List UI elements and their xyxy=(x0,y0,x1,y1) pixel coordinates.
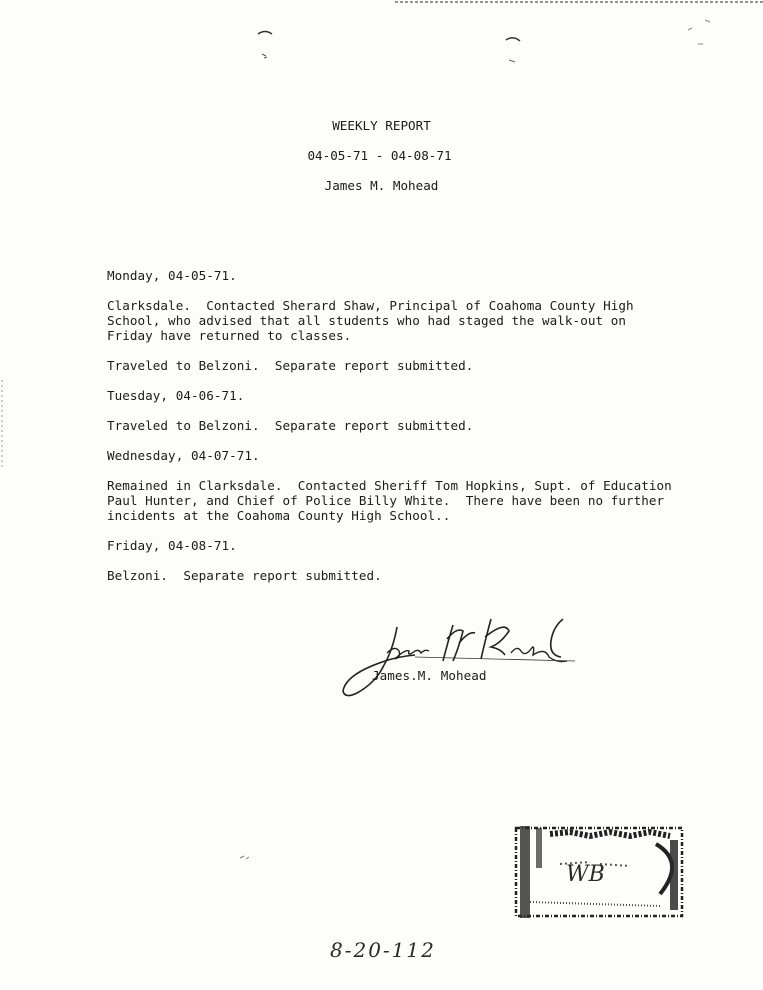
entry-wednesday-date: Wednesday, 04-07-71. xyxy=(107,448,260,463)
entry-monday-line-1: Clarksdale. Contacted Sherard Shaw, Principal of Coahoma County High xyxy=(107,298,634,313)
punch-mark-right xyxy=(506,38,520,41)
entry-monday-date: Monday, 04-05-71. xyxy=(107,268,237,283)
entry-friday-date: Friday, 04-08-71. xyxy=(107,538,237,553)
entry-monday-line-3: Friday have returned to classes. xyxy=(107,328,352,343)
punch-mark-left xyxy=(258,32,272,35)
report-author: James M. Mohead xyxy=(324,178,439,193)
typed-signature-name: James.M. Mohead xyxy=(372,668,487,683)
entry-monday-travel: Traveled to Belzoni. Separate report submitted. xyxy=(107,358,474,373)
entry-wednesday-line-2: Paul Hunter, and Chief of Police Billy White. There have been no further xyxy=(107,493,665,508)
stamp-initials: WB xyxy=(566,862,605,887)
entry-tuesday-travel: Traveled to Belzoni. Separate report submitted. xyxy=(107,418,474,433)
handwritten-file-number: 8-20-112 xyxy=(330,938,436,962)
report-date-range: 04-05-71 - 04-08-71 xyxy=(307,148,452,163)
entry-monday-line-2: School, who advised that all students who had staged the walk-out on xyxy=(107,313,626,328)
entry-wednesday-line-1: Remained in Clarksdale. Contacted Sheriff Tom Hopkins, Supt. of Education xyxy=(107,478,672,493)
entry-tuesday-date: Tuesday, 04-06-71. xyxy=(107,388,245,403)
handwritten-signature xyxy=(335,605,585,705)
entry-friday-text: Belzoni. Separate report submitted. xyxy=(107,568,382,583)
report-title: WEEKLY REPORT xyxy=(332,118,431,133)
entry-wednesday-line-3: incidents at the Coahoma County High School.. xyxy=(107,508,451,523)
